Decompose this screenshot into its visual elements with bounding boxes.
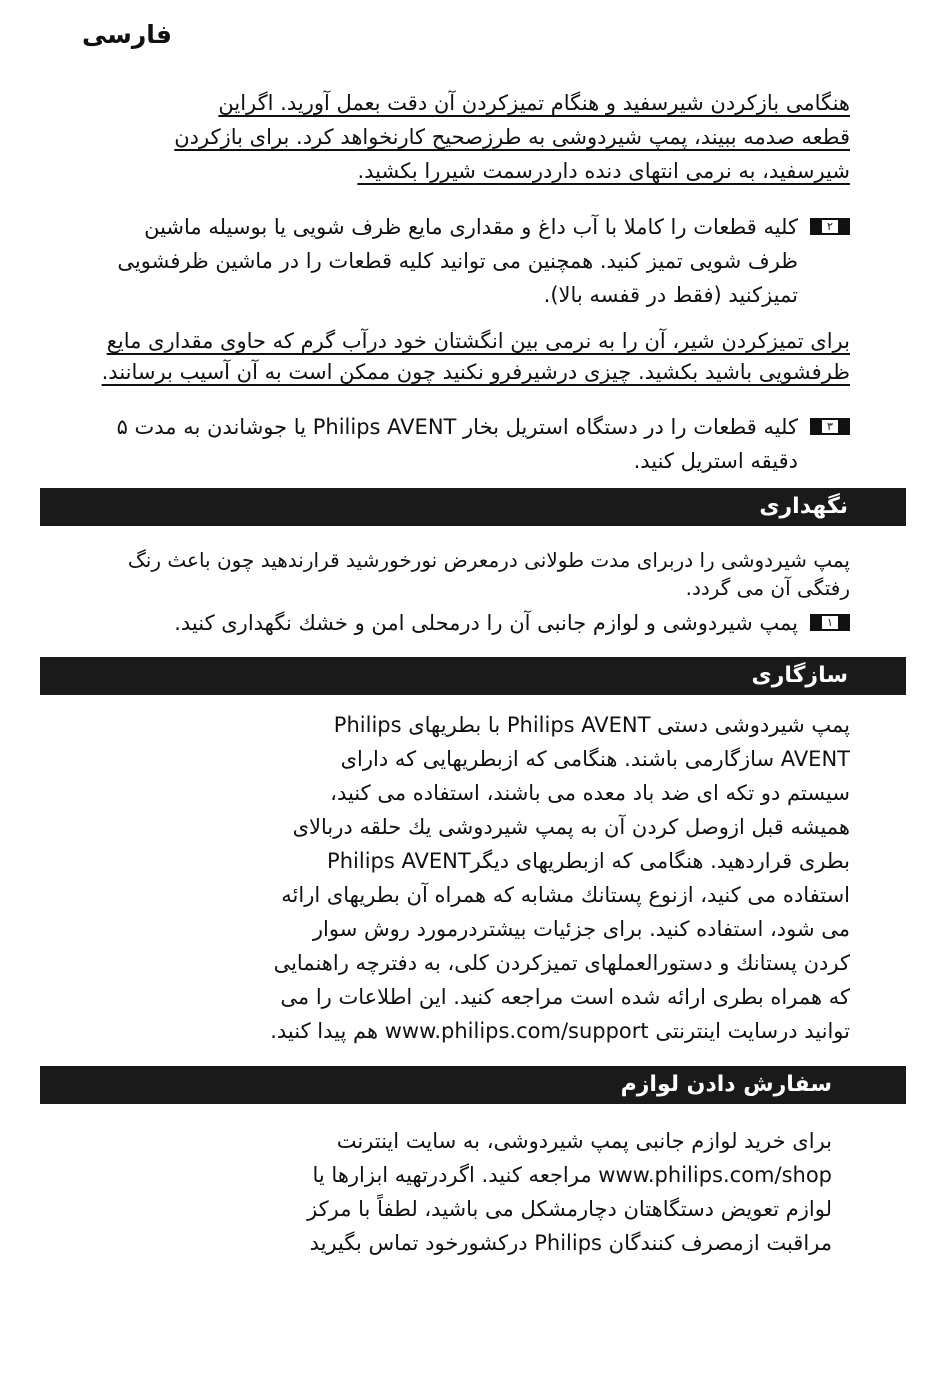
compat-line: که همراه بطری ارائه شده است مراجعه کنید. این اطلاعات را می [280, 985, 850, 1009]
storage-step-1 [174, 606, 850, 640]
step-2-line: کلیه قطعات را کاملا با آب داغ و مقداری مایع ظرف شویی یا بوسیله ماشین [144, 215, 798, 239]
step-3 [117, 410, 850, 478]
order-line: www.philips.com/shop مراجعه کنید. اگردرتهیه ابزارها یا [312, 1163, 832, 1187]
section-heading-compatibility: سازگاری [40, 657, 906, 695]
language-label: فارسی [82, 20, 173, 49]
note-line: برای تمیزکردن شیر، آن را به نرمی بین انگشتان خود درآب گرم که حاوی مقداری مایع [106, 329, 850, 353]
step-2-line: ظرف شویی تمیز کنید. همچنین می توانید کلیه قطعات را در ماشین ظرفشویی [117, 249, 798, 273]
compat-line: توانید درسایت اینترنتی www.philips.com/support هم پیدا کنید. [270, 1019, 850, 1043]
step-number-badge: ۱ [810, 614, 850, 631]
compat-line: کردن پستانك و دستورالعملهای تمیزکردن کلی، به دفترچه راهنمایی [273, 951, 850, 975]
warning-paragraph [174, 86, 850, 188]
storage-intro [128, 546, 850, 602]
step-3-line: دقیقه استریل کنید. [633, 449, 798, 473]
step-number-badge: ۳ [810, 418, 850, 435]
section-heading-ordering: سفارش دادن لوازم [40, 1066, 906, 1104]
order-line: مراقبت ازمصرف کنندگان Philips درکشورخود تماس بگیرید [309, 1231, 832, 1255]
step-number-badge: ۲ [810, 218, 850, 235]
warning-line: شیرسفید، به نرمی انتهای دنده داردرسمت شیررا بکشید. [357, 159, 850, 183]
storage-intro-line: رفتگی آن می گردد. [685, 576, 850, 600]
ordering-paragraph [307, 1124, 832, 1260]
order-line: برای خرید لوازم جانبی پمپ شیردوشی، به سایت اینترنت [336, 1129, 832, 1153]
step-3-line: کلیه قطعات را در دستگاه استریل بخار Philips AVENT یا جوشاندن به مدت ۵ [116, 415, 798, 439]
warning-line: هنگامی بازکردن شیرسفید و هنگام تمیزکردن آن دقت بعمل آورید. اگراین [218, 91, 850, 115]
storage-intro-line: پمپ شیردوشی را دربرای مدت طولانی درمعرض نورخورشید قرارندهید چون باعث رنگ [127, 548, 850, 572]
compat-line: بطری قراردهید. هنگامی که ازبطریهای دیگرPhilips AVENT [327, 849, 850, 873]
compat-line: AVENT سازگارمی باشند. هنگامی که ازبطریهایی که دارای [340, 747, 850, 771]
compat-line: پمپ شیردوشی دستی Philips AVENT با بطریهای Philips [333, 713, 850, 737]
warning-line: قطعه صدمه ببیند، پمپ شیردوشی به طرزصحیح کارنخواهد کرد. برای بازکردن [174, 125, 850, 149]
compat-line: سیستم دو تکه ای ضد باد معده می باشند، استفاده می کنید، [330, 781, 850, 805]
step-2 [117, 210, 850, 312]
compat-line: استفاده می کنید، ازنوع پستانك مشابه که همراه آن بطریهای ارائه [281, 883, 850, 907]
compatibility-paragraph [270, 708, 850, 1048]
section-heading-storage: نگهداری [40, 488, 906, 526]
storage-step-text: پمپ شیردوشی و لوازم جانبی آن را درمحلی امن و خشك نگهداری کنید. [174, 611, 798, 635]
note-paragraph [102, 326, 850, 388]
order-line: لوازم تعویض دستگاهتان دچارمشکل می باشید، لطفاً با مرکز [307, 1197, 832, 1221]
compat-line: می شود، استفاده کنید. برای جزئیات بیشتردرمورد روش سوار [312, 917, 850, 941]
compat-line: همیشه قبل ازوصل کردن آن به پمپ شیردوشی یك حلقه دربالای [292, 815, 850, 839]
note-line: ظرفشویی باشید بکشید. چیزی درشیرفرو نکنید چون ممکن است به آن آسیب برسانند. [101, 360, 850, 384]
step-2-line: تمیزکنید (فقط در قفسه بالا). [543, 283, 798, 307]
